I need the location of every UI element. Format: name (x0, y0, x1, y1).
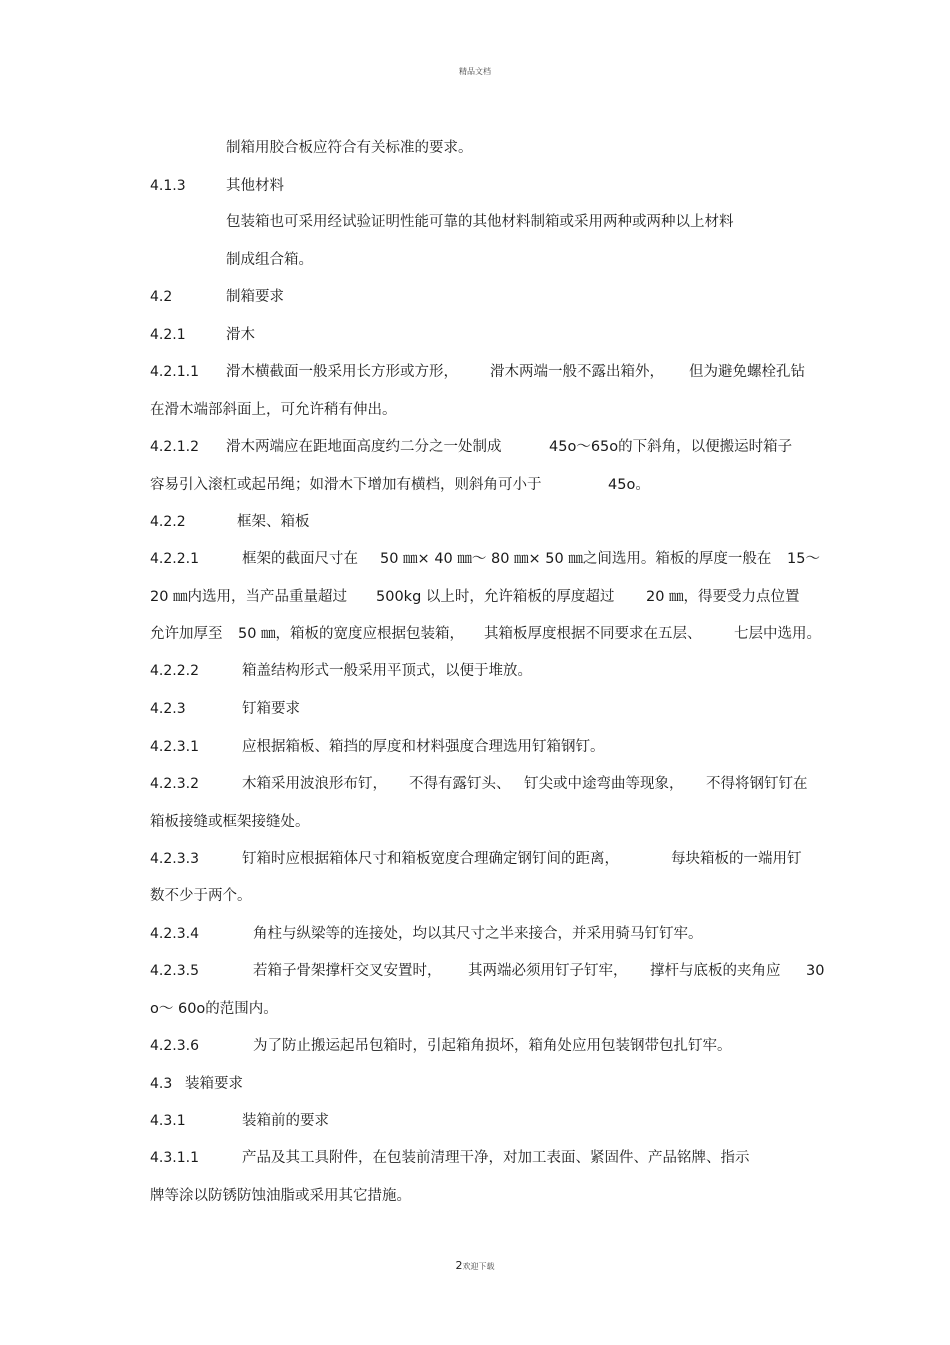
section-number: 4.2.3 (150, 701, 186, 717)
body-segment: 20 ㎜，得要受力点位置 (646, 589, 800, 605)
body-line: 包装箱也可采用经试验证明性能可靠的其他材料制箱或采用两种或两种以上材料 (226, 214, 734, 230)
body-line: 箱盖结构形式一般采用平顶式，以便于堆放。 (242, 663, 532, 679)
body-segment: 钉尖或中途弯曲等现象， (524, 776, 684, 792)
body-segment: 20 ㎜内选用，当产品重量超过 (150, 589, 348, 605)
body-line: o～ 60o的范围内。 (150, 1001, 278, 1017)
section-number: 4.2.2 (150, 514, 186, 530)
section-number: 4.2 (150, 289, 173, 305)
body-segment: 不得将钢钉钉在 (706, 776, 808, 792)
section-number: 4.2.3.3 (150, 851, 199, 867)
section-number: 4.2.1.2 (150, 439, 199, 455)
body-segment: 45o。 (608, 477, 650, 493)
section-title: 框架、箱板 (237, 514, 310, 530)
body-segment: 滑木两端一般不露出箱外， (490, 364, 664, 380)
body-segment: 容易引入滚杠或起吊绳；如滑木下增加有横档，则斜角可小于 (150, 477, 542, 493)
section-number: 4.2.3.6 (150, 1038, 199, 1054)
section-number: 4.2.2.1 (150, 551, 199, 567)
footer-note: 欢迎下载 (462, 1262, 495, 1271)
body-segment: 滑木两端应在距地面高度约二分之一处制成 (226, 439, 502, 455)
body-segment: 滑木横截面一般采用长方形或方形， (226, 364, 458, 380)
body-segment: 30 (806, 963, 825, 979)
body-line: 制成组合箱。 (226, 252, 313, 268)
body-segment: 钉箱时应根据箱体尺寸和箱板宽度合理确定钢钉间的距离， (242, 851, 619, 867)
section-number: 4.2.1 (150, 327, 186, 343)
body-segment: 50 ㎜，箱板的宽度应根据包装箱， (238, 626, 465, 642)
body-line: 应根据箱板、箱挡的厚度和材料强度合理选用钉箱钢钉。 (242, 739, 605, 755)
body-segment: 500kg 以上时，允许箱板的厚度超过 (376, 589, 615, 605)
body-segment: 50 ㎜× 40 ㎜～ 80 ㎜× 50 ㎜之间选用。箱板的厚度一般在 (380, 551, 772, 567)
body-segment: 撑杆与底板的夹角应 (650, 963, 781, 979)
section-title: 其他材料 (226, 178, 284, 194)
section-number: 4.2.2.2 (150, 663, 199, 679)
section-title: 装箱前的要求 (242, 1113, 329, 1129)
body-line: 产品及其工具附件，在包装前清理干净，对加工表面、紧固件、产品铭牌、指示 (242, 1150, 750, 1166)
body-segment: 允许加厚至 (150, 626, 223, 642)
page-header: 精品文档 (459, 67, 491, 76)
body-segment: 15～ (787, 551, 820, 567)
section-number: 4.2.3.1 (150, 739, 199, 755)
section-title: 钉箱要求 (242, 701, 300, 717)
section-number: 4.3 (150, 1076, 173, 1092)
body-line: 制箱用胶合板应符合有关标准的要求。 (226, 140, 473, 156)
body-line: 在滑木端部斜面上，可允许稍有伸出。 (150, 402, 397, 418)
section-title: 装箱要求 (185, 1076, 243, 1092)
section-number: 4.2.1.1 (150, 364, 199, 380)
section-number: 4.2.3.2 (150, 776, 199, 792)
section-number: 4.3.1 (150, 1113, 186, 1129)
body-line: 箱板接缝或框架接缝处。 (150, 814, 310, 830)
section-number: 4.3.1.1 (150, 1150, 199, 1166)
body-segment: 其两端必须用钉子钉牢， (468, 963, 628, 979)
body-segment: 不得有露钉头、 (409, 776, 511, 792)
section-number: 4.1.3 (150, 178, 186, 194)
body-line: 为了防止搬运起吊包箱时，引起箱角损坏，箱角处应用包装钢带包扎钉牢。 (253, 1038, 732, 1054)
body-line: 数不少于两个。 (150, 888, 252, 904)
section-title: 制箱要求 (226, 289, 284, 305)
section-number: 4.2.3.4 (150, 926, 199, 942)
section-title: 滑木 (226, 327, 255, 343)
section-number: 4.2.3.5 (150, 963, 199, 979)
body-segment: 但为避免螺栓孔钻 (689, 364, 805, 380)
page-footer (0, 1259, 950, 1272)
body-segment: 七层中选用。 (734, 626, 821, 642)
body-segment: 每块箱板的一端用钉 (671, 851, 802, 867)
page-number: 2 (455, 1259, 463, 1272)
body-segment: 其箱板厚度根据不同要求在五层、 (484, 626, 702, 642)
body-segment: 若箱子骨架撑杆交叉安置时， (253, 963, 442, 979)
body-segment: 框架的截面尺寸在 (242, 551, 358, 567)
body-segment: 45o～65o的下斜角，以便搬运时箱子 (549, 439, 793, 455)
body-line: 角柱与纵梁等的连接处，均以其尺寸之半来接合，并采用骑马钉钉牢。 (253, 926, 703, 942)
body-line: 牌等涂以防锈防蚀油脂或采用其它措施。 (150, 1188, 411, 1204)
body-segment: 木箱采用波浪形布钉， (242, 776, 387, 792)
